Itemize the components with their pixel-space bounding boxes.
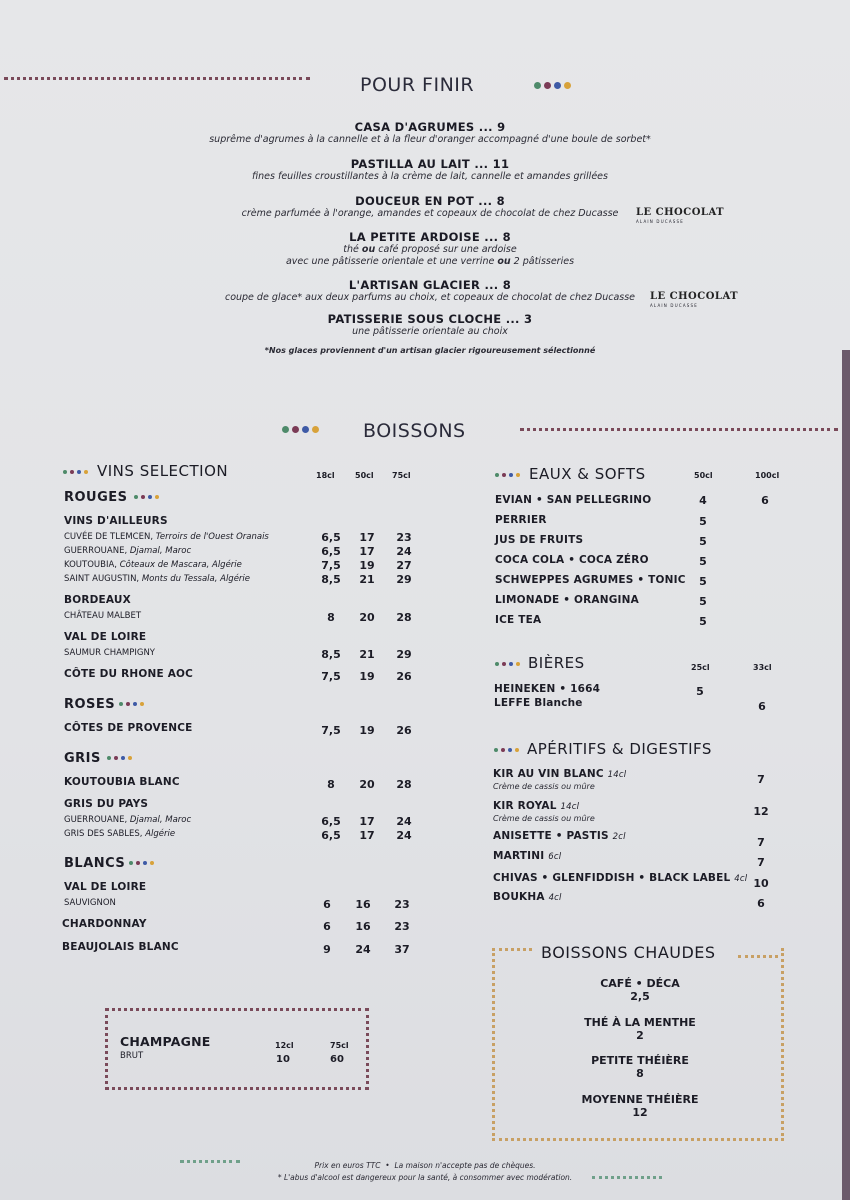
price: 17 xyxy=(359,815,375,828)
decor-dot xyxy=(119,702,123,706)
decor-dot xyxy=(136,861,140,865)
dessert-name: PATISSERIE SOUS CLOCHE ... 3 xyxy=(327,312,533,326)
aperitifs-title: APÉRITIFS & DIGESTIFS xyxy=(527,740,712,758)
price: 5 xyxy=(699,535,707,548)
col-header: 50cl xyxy=(355,471,374,480)
price: 7 xyxy=(757,836,765,849)
price: 8 xyxy=(636,1067,644,1080)
price: 5 xyxy=(699,575,707,588)
decor-dot xyxy=(495,662,499,666)
decor-dot xyxy=(302,426,309,433)
drink-item: KIR ROYAL 14cl xyxy=(493,800,580,812)
drink-item: EVIAN • SAN PELLEGRINO xyxy=(495,494,652,506)
decor-dot xyxy=(140,702,144,706)
decor-dot xyxy=(502,662,506,666)
col-header: 12cl xyxy=(275,1041,294,1050)
decor-dot xyxy=(129,861,133,865)
decor-dots xyxy=(63,470,88,474)
price: 2,5 xyxy=(630,990,650,1003)
dessert-item xyxy=(140,194,720,220)
decor-dot xyxy=(515,748,519,752)
wine-row: GRIS DES SABLES, Algérie xyxy=(64,829,176,839)
hot-drink-item xyxy=(515,977,765,1003)
decor-dot xyxy=(70,470,74,474)
blancs-title: BLANCS xyxy=(64,856,126,871)
decor-dot xyxy=(544,82,551,89)
dessert-name: PASTILLA AU LAIT ... 11 xyxy=(350,157,510,171)
hot-drink-name: PETITE THÉIÈRE xyxy=(591,1054,689,1067)
price: 6 xyxy=(323,898,331,911)
wine-row: CUVÉE DE TLEMCEN, Terroirs de l'Ouest Oranais xyxy=(64,532,269,542)
price: 5 xyxy=(699,555,707,568)
col-header: 33cl xyxy=(753,663,772,672)
dessert-title: POUR FINIR xyxy=(360,74,475,96)
price: 8,5 xyxy=(321,573,341,586)
decor-dotted-line xyxy=(738,955,778,958)
price: 17 xyxy=(359,545,375,558)
footer-legal: Prix en euros TTC • La maison n'accepte pas de chèques. * L'abus d'alcool est dangereux pour la santé, à consommer avec modération. xyxy=(277,1161,573,1182)
col-header: 25cl xyxy=(691,663,710,672)
price: 24 xyxy=(396,815,412,828)
wine-item: CHARDONNAY xyxy=(62,918,147,930)
drink-item: HEINEKEN • 1664 xyxy=(494,683,601,695)
hot-drink-name: MOYENNE THÉIÈRE xyxy=(581,1093,699,1106)
dessert-desc: fines feuilles croustillantes à la crème de lait, cannelle et amandes grillées xyxy=(252,171,608,182)
dessert-name: L'ARTISAN GLACIER ... 8 xyxy=(348,278,512,292)
price: 19 xyxy=(359,724,375,737)
price: 7,5 xyxy=(321,670,341,683)
price: 2 xyxy=(636,1029,644,1042)
decor-dotted-line xyxy=(4,77,310,80)
wine-row: CHÂTEAU MALBET xyxy=(64,611,142,621)
price: 8 xyxy=(327,778,335,791)
price: 24 xyxy=(396,829,412,842)
page-edge xyxy=(842,350,850,1200)
drink-item: MARTINI 6cl xyxy=(493,850,562,862)
wine-item: BEAUJOLAIS BLANC xyxy=(62,941,179,953)
dessert-name: CASA D'AGRUMES ... 9 xyxy=(354,120,506,134)
decor-dot xyxy=(516,662,520,666)
price: 5 xyxy=(699,595,707,608)
drink-subnote: Crème de cassis ou mûre xyxy=(493,814,595,823)
drink-item: COCA COLA • COCA ZÉRO xyxy=(495,554,649,566)
price: 12 xyxy=(632,1106,648,1119)
drink-item: JUS DE FRUITS xyxy=(495,534,584,546)
price: 9 xyxy=(323,943,331,956)
decor-dot xyxy=(495,473,499,477)
decor-dot xyxy=(564,82,571,89)
ice-cream-note: *Nos glaces proviennent d'un artisan glacier rigoureusement sélectionné xyxy=(264,346,596,355)
price: 17 xyxy=(359,531,375,544)
price: 16 xyxy=(355,920,371,933)
dessert-item xyxy=(140,120,720,146)
drink-item: PERRIER xyxy=(495,514,547,526)
dessert-item xyxy=(140,157,720,183)
price: 23 xyxy=(394,920,410,933)
wine-row: SAINT AUGUSTIN, Monts du Tessala, Algérie xyxy=(64,574,251,584)
wine-row: SAUVIGNON xyxy=(64,898,116,908)
champagne-sub: BRUT xyxy=(120,1051,144,1061)
bieres-title: BIÈRES xyxy=(528,654,585,672)
wine-group: CÔTE DU RHONE AOC xyxy=(64,668,194,680)
col-header: 75cl xyxy=(392,471,411,480)
price: 28 xyxy=(396,611,412,624)
decor-dots xyxy=(495,473,520,477)
decor-dot xyxy=(155,495,159,499)
decor-dot xyxy=(114,756,118,760)
col-header: 75cl xyxy=(330,1041,349,1050)
decor-dot xyxy=(128,756,132,760)
price: 5 xyxy=(699,615,707,628)
wine-row: KOUTOUBIA, Côteaux de Mascara, Algérie xyxy=(64,560,242,570)
drink-item: KIR AU VIN BLANC 14cl xyxy=(493,768,627,780)
drink-item: BOUKHA 4cl xyxy=(493,891,562,903)
price: 5 xyxy=(696,685,704,698)
wine-item: KOUTOUBIA BLANC xyxy=(64,776,180,788)
vins-title: VINS SELECTION xyxy=(97,462,229,480)
dessert-item xyxy=(140,230,720,268)
decor-dot xyxy=(312,426,319,433)
price: 21 xyxy=(359,573,375,586)
price: 60 xyxy=(330,1054,344,1065)
wine-group: VAL DE LOIRE xyxy=(64,631,147,643)
price: 19 xyxy=(359,559,375,572)
price: 6 xyxy=(323,920,331,933)
price: 19 xyxy=(359,670,375,683)
price: 8,5 xyxy=(321,648,341,661)
drink-subnote: Crème de cassis ou mûre xyxy=(493,782,595,791)
wine-group: VAL DE LOIRE xyxy=(64,881,147,893)
eaux-title: EAUX & SOFTS xyxy=(529,465,646,483)
hot-drink-item xyxy=(515,1016,765,1042)
roses-title: ROSES xyxy=(64,697,116,712)
price: 21 xyxy=(359,648,375,661)
price: 23 xyxy=(394,898,410,911)
price: 6,5 xyxy=(321,815,341,828)
drink-item: ANISETTE • PASTIS 2cl xyxy=(493,830,626,842)
decor-dot xyxy=(509,662,513,666)
dessert-desc: thé ou café proposé sur une ardoise xyxy=(343,244,517,255)
wine-row: GUERROUANE, Djamal, Maroc xyxy=(64,815,192,825)
decor-dots xyxy=(119,702,144,706)
price: 17 xyxy=(359,829,375,842)
decor-dot xyxy=(133,702,137,706)
price: 6,5 xyxy=(321,545,341,558)
decor-dot xyxy=(494,748,498,752)
wine-row: GUERROUANE, Djamal, Maroc xyxy=(64,546,192,556)
decor-dot xyxy=(554,82,561,89)
decor-dotted-line xyxy=(492,948,532,951)
decor-dot xyxy=(282,426,289,433)
wine-row: SAUMUR CHAMPIGNY xyxy=(64,648,155,658)
drink-item: LEFFE Blanche xyxy=(494,697,583,709)
decor-dot xyxy=(126,702,130,706)
decor-dot xyxy=(502,473,506,477)
drink-item: LIMONADE • ORANGINA xyxy=(495,594,639,606)
decor-dot xyxy=(501,748,505,752)
price: 23 xyxy=(396,531,412,544)
price: 29 xyxy=(396,648,412,661)
dessert-desc: coupe de glace* aux deux parfums au choix, et copeaux de chocolat de chez Ducasse xyxy=(224,292,636,303)
price: 7,5 xyxy=(321,724,341,737)
champagne-title: CHAMPAGNE xyxy=(120,1034,211,1049)
col-header: 18cl xyxy=(316,471,335,480)
decor-dots xyxy=(134,495,159,499)
gris-title: GRIS xyxy=(64,751,101,766)
price: 27 xyxy=(396,559,412,572)
drink-item: ICE TEA xyxy=(495,614,542,626)
decor-dots xyxy=(495,662,520,666)
price: 24 xyxy=(355,943,371,956)
decor-dots xyxy=(107,756,132,760)
price: 7 xyxy=(757,856,765,869)
le-chocolat-logo: LE CHOCOLAT ALAIN DUCASSE xyxy=(636,207,725,224)
decor-dot xyxy=(508,748,512,752)
hot-drink-item xyxy=(515,1093,765,1119)
price: 20 xyxy=(359,611,375,624)
decor-dot xyxy=(143,861,147,865)
wine-item: CÔTES DE PROVENCE xyxy=(64,722,193,734)
hot-drink-item xyxy=(515,1054,765,1080)
dessert-item xyxy=(140,278,720,304)
hot-drinks-title: BOISSONS CHAUDES xyxy=(541,943,716,962)
dessert-desc: suprême d'agrumes à la cannelle et à la fleur d'oranger accompagné d'une boule de sorbet* xyxy=(209,134,651,145)
decor-dots xyxy=(282,426,319,433)
price: 10 xyxy=(753,877,769,890)
dessert-name: LA PETITE ARDOISE ... 8 xyxy=(349,230,511,244)
price: 8 xyxy=(327,611,335,624)
price: 5 xyxy=(699,515,707,528)
price: 6,5 xyxy=(321,829,341,842)
decor-dotted-line xyxy=(520,428,838,431)
price: 6 xyxy=(758,700,766,713)
decor-dot xyxy=(150,861,154,865)
dessert-desc: une pâtisserie orientale au choix xyxy=(352,326,508,337)
boissons-title: BOISSONS xyxy=(363,420,466,442)
price: 12 xyxy=(753,805,769,818)
decor-dot xyxy=(141,495,145,499)
decor-dots xyxy=(494,748,519,752)
price: 24 xyxy=(396,545,412,558)
decor-dots xyxy=(129,861,154,865)
price: 7 xyxy=(757,773,765,786)
price: 29 xyxy=(396,573,412,586)
price: 37 xyxy=(394,943,410,956)
price: 4 xyxy=(699,494,707,507)
decor-dot xyxy=(292,426,299,433)
price: 10 xyxy=(276,1054,290,1065)
price: 20 xyxy=(359,778,375,791)
decor-dot xyxy=(84,470,88,474)
decor-dot xyxy=(534,82,541,89)
dessert-desc: avec une pâtisserie orientale et une verrine ou 2 pâtisseries xyxy=(285,256,575,267)
rouges-title: ROUGES xyxy=(64,490,128,505)
price: 6,5 xyxy=(321,531,341,544)
wine-group: GRIS DU PAYS xyxy=(64,798,149,810)
decor-dot xyxy=(121,756,125,760)
decor-dot xyxy=(148,495,152,499)
dessert-name: DOUCEUR EN POT ... 8 xyxy=(355,194,505,208)
decor-dot xyxy=(509,473,513,477)
hot-drink-name: THÉ À LA MENTHE xyxy=(584,1016,696,1029)
decor-dot xyxy=(516,473,520,477)
price: 26 xyxy=(396,670,412,683)
decor-dot xyxy=(77,470,81,474)
decor-dot xyxy=(63,470,67,474)
col-header: 100cl xyxy=(755,471,780,480)
drink-item: CHIVAS • GLENFIDDISH • BLACK LABEL 4cl xyxy=(493,872,748,884)
wine-group: VINS D'AILLEURS xyxy=(64,515,168,527)
le-chocolat-logo: LE CHOCOLAT ALAIN DUCASSE xyxy=(650,291,739,308)
drink-item: SCHWEPPES AGRUMES • TONIC xyxy=(495,574,686,586)
price: 26 xyxy=(396,724,412,737)
dessert-item xyxy=(140,312,720,338)
decor-dot xyxy=(107,756,111,760)
dessert-desc: crème parfumée à l'orange, amandes et copeaux de chocolat de chez Ducasse xyxy=(241,208,619,219)
price: 16 xyxy=(355,898,371,911)
col-header: 50cl xyxy=(694,471,713,480)
price: 7,5 xyxy=(321,559,341,572)
hot-drink-name: CAFÉ • DÉCA xyxy=(600,977,680,990)
price: 6 xyxy=(757,897,765,910)
wine-group: BORDEAUX xyxy=(64,594,131,606)
price: 28 xyxy=(396,778,412,791)
decor-dots xyxy=(534,82,571,89)
decor-dot xyxy=(134,495,138,499)
price: 6 xyxy=(761,494,769,507)
